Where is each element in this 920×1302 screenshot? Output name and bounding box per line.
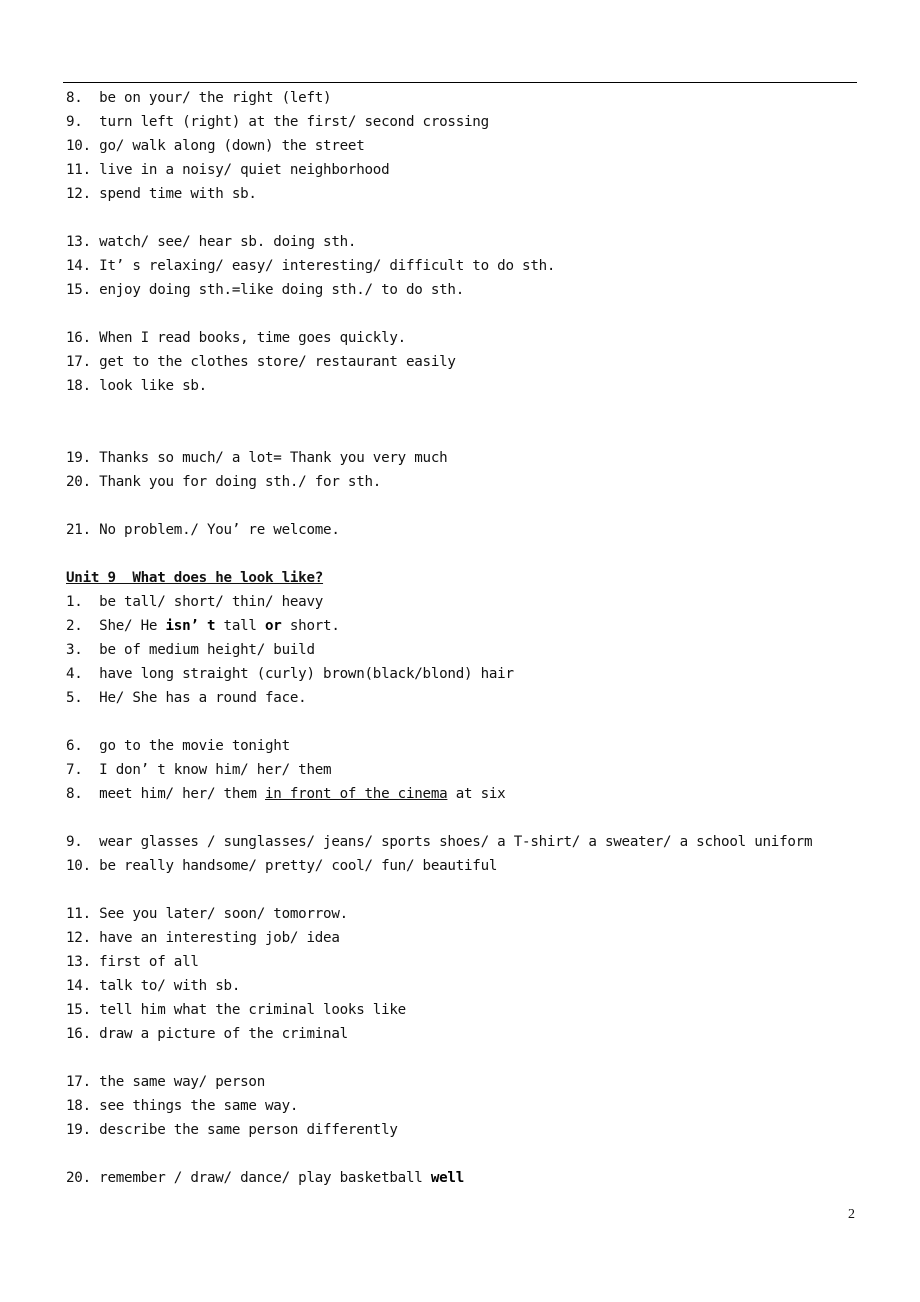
page-number: 2 — [848, 1207, 855, 1222]
list-item: 21. No problem./ You’ re welcome. — [66, 522, 340, 538]
list-item: 16. draw a picture of the criminal — [66, 1026, 348, 1042]
list-item: 20. Thank you for doing sth./ for sth. — [66, 474, 382, 490]
list-item: 5. He/ She has a round face. — [66, 690, 307, 706]
list-item: 17. get to the clothes store/ restaurant easily — [66, 354, 456, 370]
list-item — [66, 614, 856, 638]
list-item: 9. wear glasses / sunglasses/ jeans/ sports shoes/ a T-shirt/ a sweater/ a school uniform — [66, 834, 813, 850]
spacer — [66, 206, 856, 230]
list-item — [66, 782, 856, 806]
bold-text: well — [430, 1170, 465, 1186]
list-item: 4. have long straight (curly) brown(black/blond) hair — [66, 666, 514, 682]
list-item: 12. spend time with sb. — [66, 186, 257, 202]
item-text: at six — [447, 786, 506, 802]
item-text: 8. meet him/ her/ them — [66, 786, 265, 802]
spacer — [66, 710, 856, 734]
spacer — [66, 1142, 856, 1166]
list-item: 1. be tall/ short/ thin/ heavy — [66, 594, 324, 610]
list-item: 15. enjoy doing sth.=like doing sth./ to do sth. — [66, 282, 464, 298]
list-item: 14. It’ s relaxing/ easy/ interesting/ difficult to do sth. — [66, 258, 556, 274]
bold-text: or — [265, 618, 282, 634]
list-item: 15. tell him what the criminal looks like — [66, 1002, 406, 1018]
list-item: 11. live in a noisy/ quiet neighborhood — [66, 162, 390, 178]
list-item: 16. When I read books, time goes quickly. — [66, 330, 406, 346]
list-item: 3. be of medium height/ build — [66, 642, 315, 658]
list-item: 10. be really handsome/ pretty/ cool/ fun/ beautiful — [66, 858, 498, 874]
list-item: 18. see things the same way. — [66, 1098, 299, 1114]
list-item: 14. talk to/ with sb. — [66, 978, 241, 994]
list-item: 9. turn left (right) at the first/ second crossing — [66, 114, 489, 130]
list-item: 12. have an interesting job/ idea — [66, 930, 340, 946]
list-item: 10. go/ walk along (down) the street — [66, 138, 365, 154]
bold-text: isn’ t — [165, 618, 216, 634]
underlined-text: in front of the cinema — [265, 786, 448, 802]
list-item: 11. See you later/ soon/ tomorrow. — [66, 906, 348, 922]
item-text: tall — [215, 618, 265, 634]
list-item: 13. first of all — [66, 954, 199, 970]
list-item: 6. go to the movie tonight — [66, 738, 290, 754]
list-item: 19. Thanks so much/ a lot= Thank you very much — [66, 450, 448, 466]
list-item: 17. the same way/ person — [66, 1074, 265, 1090]
item-text: 2. She/ He — [66, 618, 166, 634]
list-item: 8. be on your/ the right (left) — [66, 90, 332, 106]
list-item: 13. watch/ see/ hear sb. doing sth. — [66, 234, 357, 250]
list-item: 7. I don’ t know him/ her/ them — [66, 762, 332, 778]
spacer — [66, 542, 856, 566]
spacer — [66, 878, 856, 902]
list-item — [66, 1166, 856, 1190]
item-text: 20. remember / draw/ dance/ play basketball — [66, 1170, 431, 1186]
item-text: short. — [281, 618, 340, 634]
list-item: 18. look like sb. — [66, 378, 207, 394]
spacer — [66, 398, 856, 446]
spacer — [66, 1046, 856, 1070]
spacer — [66, 302, 856, 326]
header-rule — [63, 82, 857, 83]
spacer — [66, 806, 856, 830]
page-content — [66, 86, 856, 1190]
spacer — [66, 494, 856, 518]
list-item: 19. describe the same person differently — [66, 1122, 398, 1138]
unit-heading: Unit 9 What does he look like? — [66, 570, 324, 586]
